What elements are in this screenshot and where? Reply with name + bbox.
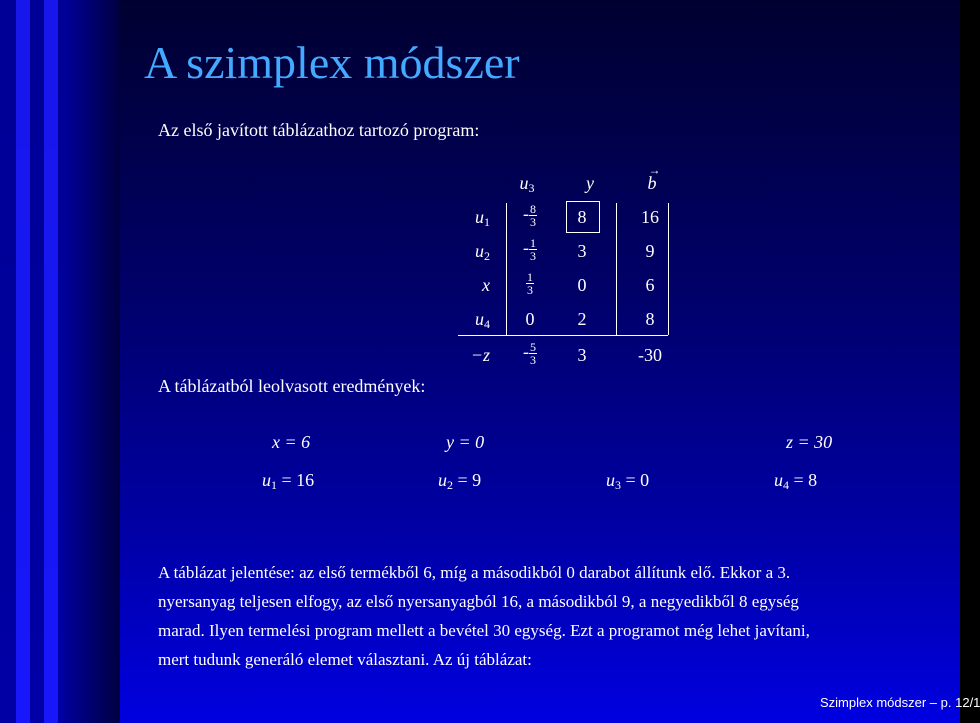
pivot-cell: 8 — [577, 207, 587, 227]
footer-page-label: Szimplex módszer – p. 12/1 — [820, 695, 980, 710]
table-cell: 3 — [577, 241, 587, 261]
row-label: x — [482, 275, 490, 295]
table-cell: 3 — [577, 345, 587, 365]
result-u1: $u_1 = 16$ — [262, 470, 315, 492]
intro-text: Az első javított táblázathoz tartozó program: — [158, 120, 480, 140]
table-cell: - $\frac{1}{3}$ — [523, 236, 536, 263]
result-u2: $u_2 = 9$ — [438, 470, 482, 492]
objective-row-label: −z — [470, 345, 490, 365]
simplex-tableau — [420, 165, 680, 375]
results-label: A táblázatból leolvasott eredmények: — [158, 376, 426, 396]
table-cell: $\frac{1}{3}$ — [527, 270, 533, 297]
tableau-vline-right — [616, 203, 617, 335]
table-cell: 6 — [645, 275, 655, 295]
row-label: $u_1$ — [475, 207, 490, 229]
table-cell: 0 — [577, 275, 587, 295]
table-cell: - $\frac{5}{3}$ — [523, 340, 536, 367]
col-header-y: y — [586, 173, 594, 193]
col-header-u3: $u_3$ — [519, 173, 535, 195]
sidebar-shade — [64, 0, 120, 723]
table-cell: 16 — [641, 207, 659, 227]
paragraph-line-3: marad. Ilyen termelési program mellett a bevétel 30 egység. Ezt a programot még lehet javítani, — [158, 621, 810, 640]
paragraph-line-1: A táblázat jelentése: az első termékből 6, míg a másodikból 0 darabot állítunk elő. Ekkor a 3. — [158, 563, 791, 582]
paragraph-line-4: mert tudunk generáló elemet választani. Az új táblázat: — [158, 650, 532, 669]
table-cell: 9 — [645, 241, 655, 261]
result-x: x = 6 — [272, 432, 311, 452]
tableau-hline — [506, 335, 668, 336]
table-cell: 0 — [525, 309, 535, 329]
paragraph-line-2: nyersanyag teljesen elfogy, az első nyersanyagból 16, a másodikból 9, a negyedikből 8 egység — [158, 592, 799, 611]
result-u4: $u_4 = 8$ — [774, 470, 818, 492]
tableau-vline-left — [506, 203, 507, 335]
table-cell: - $\frac{8}{3}$ — [523, 202, 536, 229]
slide-title: A szimplex módszer — [144, 37, 520, 88]
tableau-hline-left — [458, 335, 506, 336]
table-cell: 2 — [577, 309, 587, 329]
col-header-b: b → — [647, 163, 661, 193]
result-z: z = 30 — [786, 432, 833, 452]
result-u3: $u_3 = 0$ — [606, 470, 650, 492]
table-cell: -30 — [638, 345, 662, 365]
row-label: $u_2$ — [475, 241, 490, 263]
table-cell: 8 — [645, 309, 655, 329]
result-y: y = 0 — [446, 432, 485, 452]
row-label: $u_4$ — [475, 309, 490, 331]
